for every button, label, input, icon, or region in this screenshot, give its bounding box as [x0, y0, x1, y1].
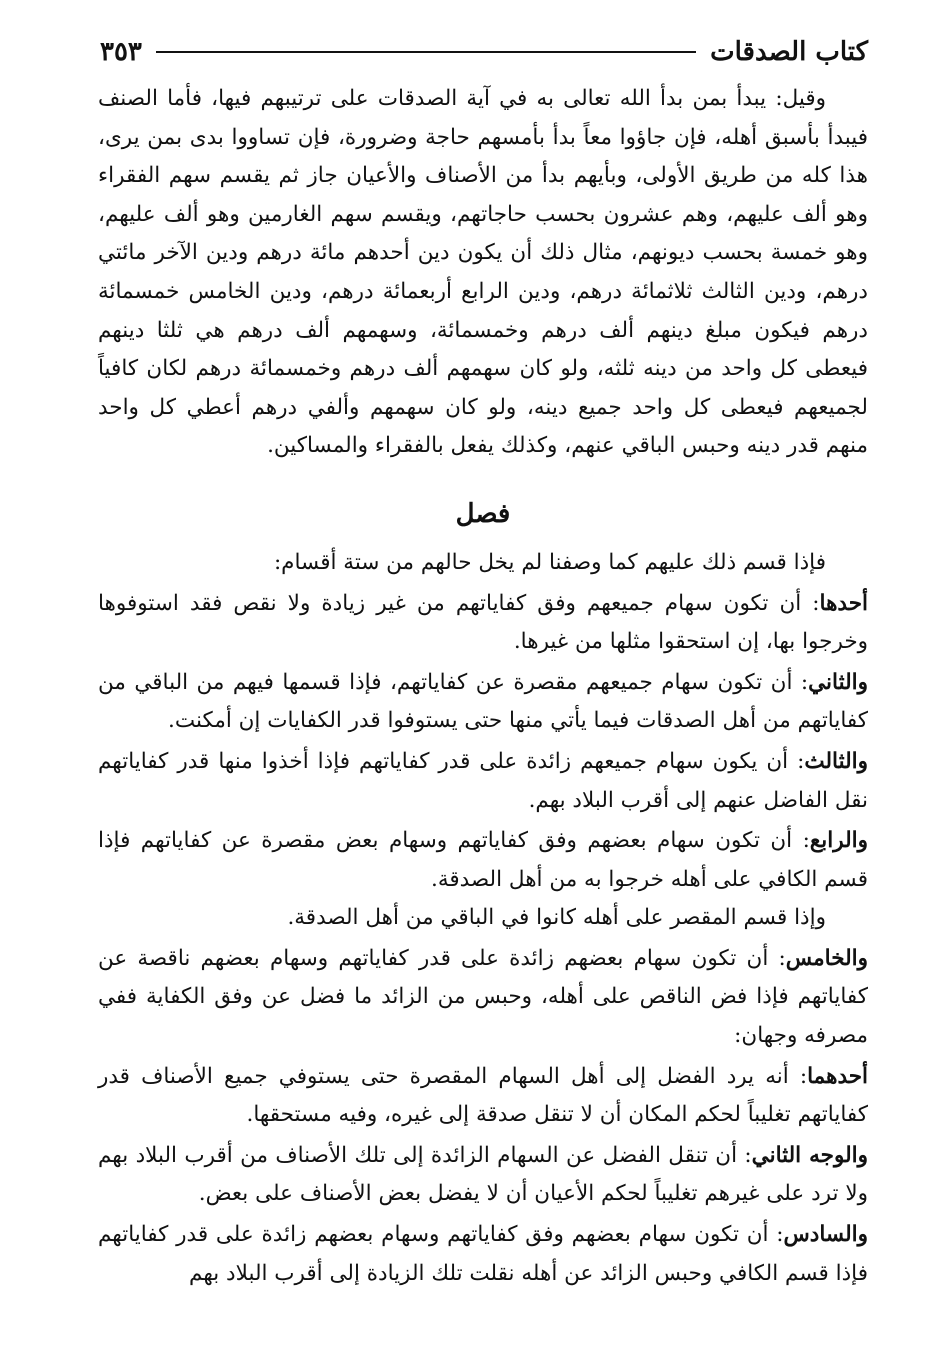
section-intro: فإذا قسم ذلك عليهم كما وصفنا لم يخل حالهم من ستة أقسام:: [273, 549, 826, 575]
item-text: : أن تكون سهام بعضهم زائدة على قدر كفاياتهم وسهام بعضهم ناقصة عن كفاياتهم فإذا فض الناقص على أهله، وحبس من الزائد ما فضل عن وفق الكفاية ففي مصرفه وجهان:: [98, 945, 868, 1049]
aspect-item: [98, 1058, 868, 1135]
page-number: ٣٥٣: [100, 37, 142, 67]
item-text: : أن تكون سهام جميعهم مقصرة عن كفاياتهم، فإذا قسمها فيهم من الباقي من كفاياتهم من أهل الصدقات فيما يأتي منها حتى يستوفوا قدر الكفايات إن أمكنت.: [98, 669, 868, 734]
item-lead: والثاني: [808, 669, 868, 695]
section-heading: فصل: [455, 498, 511, 529]
header-rule: [156, 51, 696, 53]
aspect-text: : أنه يرد الفضل إلى أهل السهام المقصرة حتى يستوفي جميع الأصناف قدر كفاياتهم تغليباً لحكم المكان أن لا تنقل صدقة إلى غيره، وفيه مستحقها.: [98, 1063, 868, 1128]
list-item: [98, 1216, 868, 1293]
item-text: : أن يكون سهام جميعهم زائدة على قدر كفاياتهم فإذا أخذوا منها قدر كفاياتهم نقل الفاضل عنهم إلى أقرب البلاد بهم.: [98, 748, 868, 813]
item-lead: والخامس: [785, 945, 868, 971]
list-item: [98, 940, 868, 1056]
list-item: [98, 585, 868, 662]
item-lead: أحدها: [819, 590, 868, 616]
item-text: : أن تكون سهام بعضهم وفق كفاياتهم وسهام بعض مقصرة عن كفاياتهم فإذا قسم الكافي على أهله خرجوا به من أهل الصدقة.: [98, 828, 868, 892]
list-item: [98, 743, 868, 820]
list-item: [98, 664, 868, 741]
aspect-lead: أحدهما: [807, 1063, 868, 1089]
aspect-lead: والوجه الثاني: [751, 1142, 868, 1168]
aspect-text: : أن تنقل الفضل عن السهام الزائدة إلى تلك الأصناف من أقرب البلاد بهم ولا ترد على غيرهم تغليباً لحكم الأعيان أن لا يفضل بعض الأصناف على بعض.: [98, 1142, 868, 1207]
intro-paragraph: وقيل: يبدأ بمن بدأ الله تعالى به في آية الصدقات على ترتيبهم فيها، فأما الصنف فيبدأ بأسبق أهله، فإن جاؤوا معاً بدأ بأمسهم حاجة وضرورة، فإن تساووا بدى بمن يرى، هذا كله من طريق الأولى، وبأيهم بدأ من الأصناف والأعيان جاز ثم يقسم سهم الفقراء وهو ألف عليهم، وهم عشرون بحسب حاجاتهم، ويقسم سهم الغارمين وهو ألف عليهم، وهو خمسة بحسب ديونهم، مثال ذلك أن يكون دين أحدهم مائة درهم ودين الآخر مائتي درهم، ودين الثالث ثلاثمائة درهم، ودين الرابع أربعمائة درهم، ودين الخامس خمسمائة درهم فيكون مبلغ دينهم ألف درهم وخمسمائة، وسهمهم ألف درهم هي ثلثا دينهم فيعطى كل واحد من دينه ثلثه، ولو كان سهمهم ألف درهم وخمسمائة درهم لكان كافياً لجميعهم فيعطى كل واحد جميع دينه، ولو كان سهمهم وألفي درهم أعطي كل واحد منهم قدر دينه وحبس الباقي عنهم، وكذلك يفعل بالفقراء والمساكين.: [98, 86, 868, 459]
page-header: [100, 30, 868, 74]
page-body: [98, 80, 868, 1293]
running-title: كتاب الصدقات: [710, 37, 868, 67]
item-lead: والسادس: [783, 1222, 868, 1248]
item-lead: والثالث: [804, 748, 868, 774]
item-text: : أن تكون سهام جميعهم وفق كفاياتهم من غير زيادة ولا نقص فقد استوفوها وخرجوا بها، إن استحقوا مثلها من غيرها.: [98, 590, 868, 655]
item4-continuation: وإذا قسم المقصر على أهله كانوا في الباقي من أهل الصدقة.: [287, 905, 826, 931]
aspect-item: [98, 1137, 868, 1214]
item-text: : أن تكون سهام بعضهم وفق كفاياتهم وسهام بعضهم زائدة على قدر كفاياتهم فإذا قسم الكافي وحبس الزائد عن أهله نقلت تلك الزيادة إلى أقرب البلاد بهم: [98, 1222, 868, 1286]
item-lead: والرابع: [809, 828, 868, 854]
list-item: [98, 822, 868, 899]
